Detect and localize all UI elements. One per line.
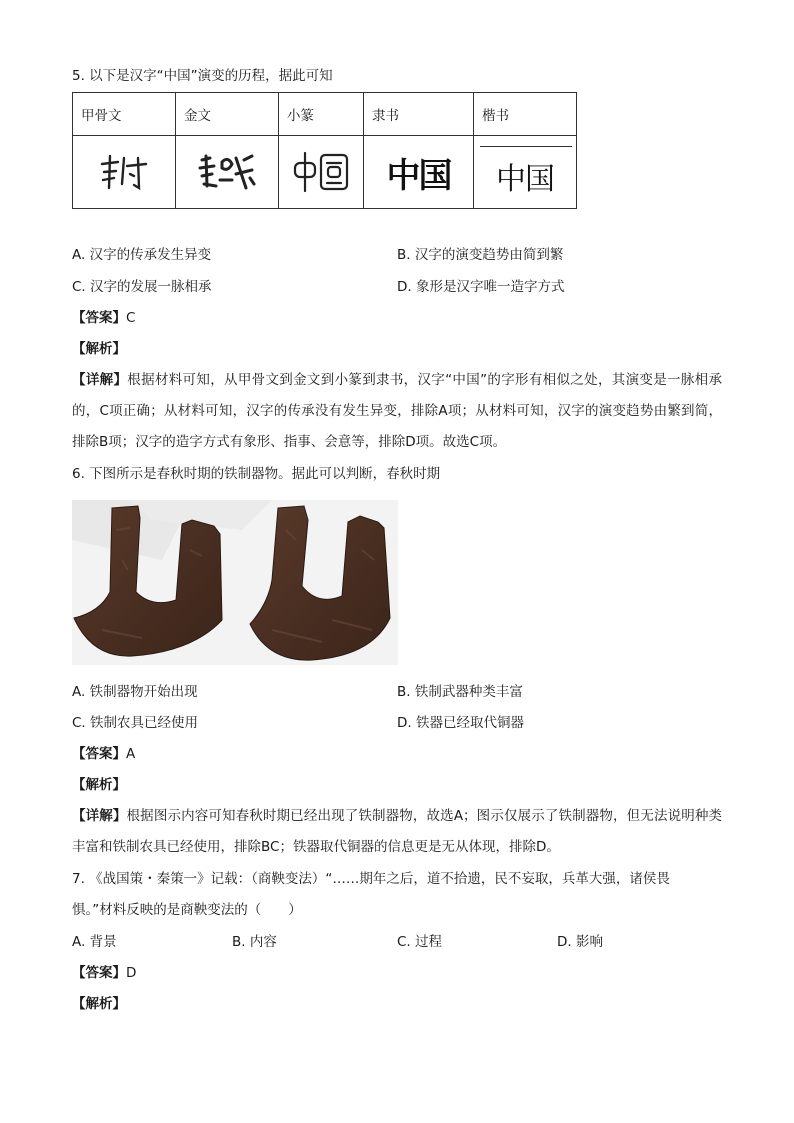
q5-stem: 5. 以下是汉字“中国”演变的历程，据此可知 bbox=[72, 68, 333, 84]
answer-tag: 【答案】 bbox=[72, 310, 126, 326]
detail-text: 根据图示内容可知春秋时期已经出现了铁制器物，故选A；图示仅展示了铁制器物，但无法说明种类丰富和铁制农具已经使用，排除BC；铁器取代铜器的信息更是无从体现，排除D。 bbox=[72, 808, 723, 855]
q7-analysis-tag: 【解析】 bbox=[72, 996, 126, 1012]
answer-tag: 【答案】 bbox=[72, 965, 126, 981]
answer-value: C bbox=[126, 310, 136, 326]
regular-glyph bbox=[474, 136, 577, 209]
detail-text: 根据材料可知，从甲骨文到金文到小篆到隶书，汉字“中国”的字形有相似之处，其演变是一脉相承的，C项正确；从材料可知，汉字的传承没有发生异变，排除A项；从材料可知，汉字的演变趋势由繁到简，排除B项；汉字的造字方式有象形、指事、会意等，排除D项。故选C项。 bbox=[72, 372, 722, 450]
q5-analysis-tag: 【解析】 bbox=[72, 341, 126, 357]
oracle-bone-glyph bbox=[73, 136, 176, 209]
script-evolution-table bbox=[72, 92, 577, 209]
small-seal-zhongguo-image bbox=[291, 149, 351, 195]
detail-tag: 【详解】 bbox=[72, 808, 127, 824]
q7-option-a: A. 背景 bbox=[72, 934, 117, 950]
header-oracle-bone: 甲骨文 bbox=[73, 93, 176, 136]
regular-zhongguo-text: 中国 bbox=[496, 162, 554, 197]
q7-stem-line2: 惧。”材料反映的是商鞅变法的（ ） bbox=[72, 902, 302, 918]
q6-detail bbox=[72, 801, 722, 863]
header-small-seal: 小篆 bbox=[279, 93, 364, 136]
q6-analysis-tag: 【解析】 bbox=[72, 777, 126, 793]
clerical-glyph bbox=[364, 136, 474, 209]
bronze-glyph bbox=[176, 136, 279, 209]
rubbing-edge-line bbox=[480, 146, 572, 147]
answer-value: A bbox=[126, 746, 136, 762]
header-clerical: 隶书 bbox=[364, 93, 474, 136]
q6-option-c: C. 铁制农具已经使用 bbox=[72, 715, 199, 731]
header-bronze: 金文 bbox=[176, 93, 279, 136]
iron-tools-photo bbox=[72, 500, 398, 665]
answer-value: D bbox=[126, 965, 137, 981]
q6-option-d: D. 铁器已经取代铜器 bbox=[397, 715, 524, 731]
q6-option-b: B. 铁制武器种类丰富 bbox=[397, 684, 523, 700]
q6-answer bbox=[72, 745, 135, 763]
bronze-zhongguo-image bbox=[196, 150, 258, 194]
q7-option-b: B. 内容 bbox=[232, 934, 277, 950]
q7-stem-line1: 7. 《战国策・秦策一》记载：（商鞅变法）“……期年之后，道不拾遗，民不妄取，兵革大强，诸侯畏 bbox=[72, 871, 670, 887]
q7-option-c: C. 过程 bbox=[397, 934, 443, 950]
q5-option-d: D. 象形是汉字唯一造字方式 bbox=[397, 279, 565, 295]
small-seal-glyph bbox=[279, 136, 364, 209]
q6-stem: 6. 下图所示是春秋时期的铁制器物。据此可以判断，春秋时期 bbox=[72, 466, 441, 482]
header-regular: 楷书 bbox=[474, 93, 577, 136]
answer-tag: 【答案】 bbox=[72, 746, 126, 762]
q5-option-a: A. 汉字的传承发生异变 bbox=[72, 247, 212, 263]
q6-option-a: A. 铁制器物开始出现 bbox=[72, 684, 198, 700]
oracle-bone-zhongguo-image bbox=[94, 150, 154, 194]
q7-answer bbox=[72, 964, 136, 982]
detail-tag: 【详解】 bbox=[72, 372, 128, 388]
q5-option-c: C. 汉字的发展一脉相承 bbox=[72, 279, 212, 295]
q5-detail bbox=[72, 365, 722, 458]
clerical-zhongguo-text: 中国 bbox=[386, 155, 451, 196]
q5-option-b: B. 汉字的演变趋势由简到繁 bbox=[397, 247, 564, 263]
q7-option-d: D. 影响 bbox=[557, 934, 603, 950]
q5-answer bbox=[72, 309, 135, 327]
